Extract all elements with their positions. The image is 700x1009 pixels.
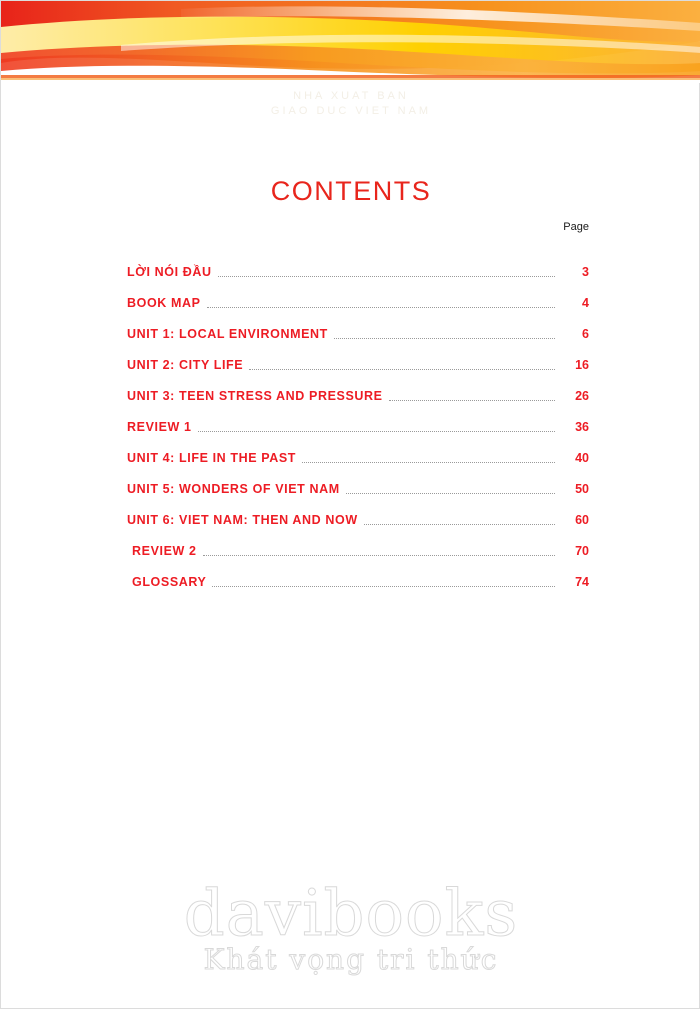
toc-entry[interactable] xyxy=(127,249,589,280)
band-graphic xyxy=(1,1,700,83)
toc-entry-page: 70 xyxy=(575,544,589,558)
toc-entry-page: 3 xyxy=(582,265,589,279)
toc-entry-label: UNIT 6: VIET NAM: THEN AND NOW xyxy=(127,513,358,527)
dot-leader xyxy=(334,328,555,339)
toc-entry-page: 26 xyxy=(575,389,589,403)
watermark-brand: davibooks xyxy=(183,877,519,951)
toc-entry-label: UNIT 2: CITY LIFE xyxy=(127,358,244,372)
decorative-header-band xyxy=(1,1,700,83)
toc-entry[interactable] xyxy=(127,466,589,497)
dot-leader xyxy=(389,390,555,401)
toc-entry[interactable] xyxy=(127,528,589,559)
toc-entry-label: UNIT 5: WONDERS OF VIET NAM xyxy=(127,482,340,496)
background-ghost-text xyxy=(1,89,700,119)
toc-entry-label: REVIEW 1 xyxy=(127,420,192,434)
toc-entry-page: 60 xyxy=(575,513,589,527)
toc-entry-label: GLOSSARY xyxy=(132,575,207,589)
dot-leader xyxy=(346,483,555,494)
toc-entry[interactable] xyxy=(127,404,589,435)
toc-entry[interactable] xyxy=(127,373,589,404)
toc-entry-label: BOOK MAP xyxy=(127,296,201,310)
ghost-text-line-2: GIAO DUC VIET NAM xyxy=(270,105,432,117)
toc-entry-page: 74 xyxy=(575,575,589,589)
toc-entry-page: 36 xyxy=(575,420,589,434)
toc-entry[interactable] xyxy=(127,342,589,373)
dot-leader xyxy=(207,297,555,308)
toc-entry[interactable] xyxy=(127,497,589,528)
dot-leader xyxy=(198,421,555,432)
toc-entry-label: UNIT 4: LIFE IN THE PAST xyxy=(127,451,297,465)
dot-leader xyxy=(249,359,555,370)
toc-entry-label: LỜI NÓI ĐẦU xyxy=(127,265,212,279)
dot-leader xyxy=(364,514,555,525)
toc-entry[interactable] xyxy=(127,280,589,311)
toc-entry[interactable] xyxy=(127,559,589,590)
toc-entry-page: 6 xyxy=(582,327,589,341)
toc-entry-page: 4 xyxy=(582,296,589,310)
toc-entry[interactable] xyxy=(127,311,589,342)
toc-entry[interactable] xyxy=(127,435,589,466)
toc-entry-label: UNIT 1: LOCAL ENVIRONMENT xyxy=(127,327,328,341)
dot-leader xyxy=(218,266,555,277)
watermark-tagline: Khát vọng tri thức xyxy=(203,943,499,976)
toc-entry-page: 40 xyxy=(575,451,589,465)
watermark xyxy=(1,877,700,977)
dot-leader xyxy=(212,576,555,587)
toc-entry-page: 16 xyxy=(575,358,589,372)
table-of-contents xyxy=(127,249,589,590)
page-title: CONTENTS xyxy=(270,176,432,206)
dot-leader xyxy=(302,452,555,463)
toc-entry-label: UNIT 3: TEEN STRESS AND PRESSURE xyxy=(127,389,383,403)
ghost-text-line-1: NHA XUAT BAN xyxy=(293,90,409,102)
toc-entry-label: REVIEW 2 xyxy=(132,544,197,558)
toc-entry-page: 50 xyxy=(575,482,589,496)
page-column-header: Page xyxy=(563,221,589,233)
dot-leader xyxy=(203,545,555,556)
